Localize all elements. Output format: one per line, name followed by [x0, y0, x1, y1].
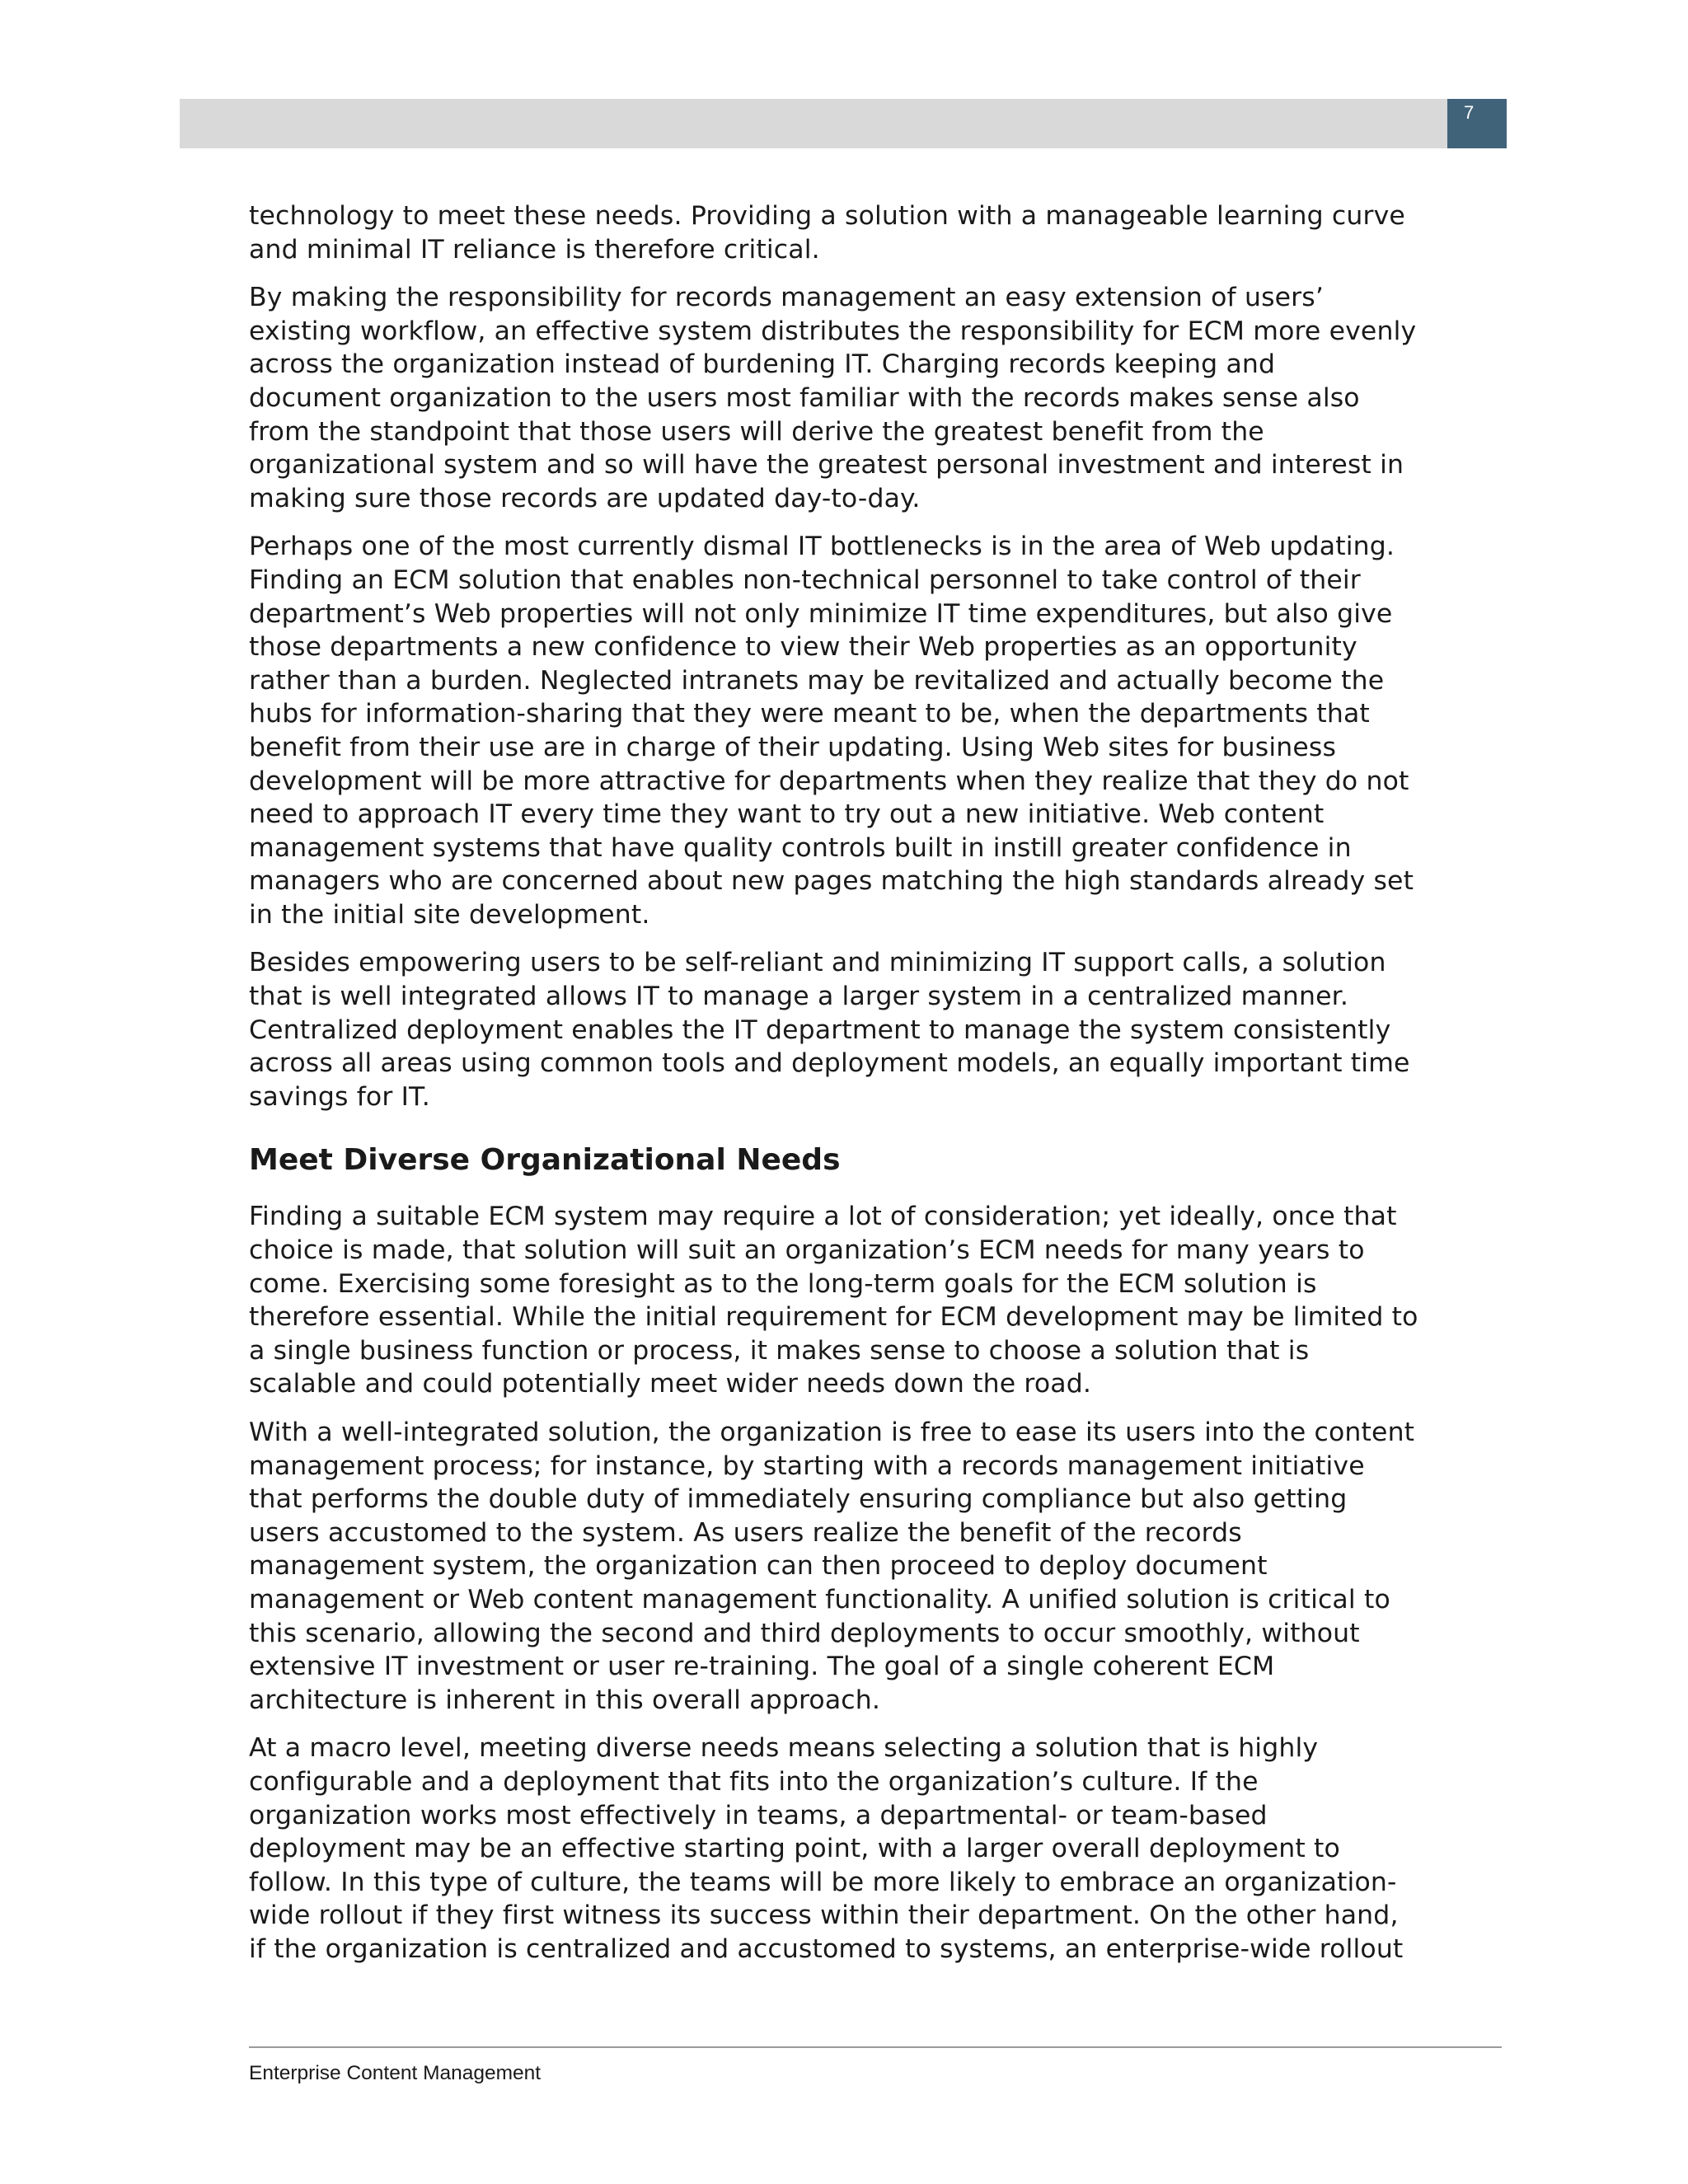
- paragraph: Besides empowering users to be self-reliant and minimizing IT support calls, a solution that is well integrated allows IT to manage a larger system in a centralized manner. Centralized deployment enables the IT department to manage the system consistently across all areas using common tools and deployment models, an equally important time savings for IT.: [249, 948, 1410, 1112]
- page-number: 7: [1447, 99, 1507, 148]
- footer-title: Enterprise Content Management: [249, 2062, 542, 2084]
- document-body: [249, 199, 1502, 1981]
- paragraph: technology to meet these needs. Providing a solution with a manageable learning curve and minimal IT reliance is therefore critical.: [249, 201, 1405, 265]
- paragraph: Finding a suitable ECM system may require a lot of consideration; yet ideally, once that choice is made, that solution will suit an organization’s ECM needs for many years to come. Exercising some foresight as to the long-term goals for the ECM solution is therefore essential. While the initial requirement for ECM development may be limited to a single business function or process, it makes sense to choose a solution that is scalable and could potentially meet wider needs down the road.: [249, 1202, 1418, 1399]
- footer-divider: [249, 2046, 1502, 2048]
- header-bar: [180, 99, 1447, 148]
- paragraph: Perhaps one of the most currently dismal IT bottlenecks is in the area of Web updating. Finding an ECM solution that enables non-technical personnel to take control of their department’s Web properties will not only minimize IT time expenditures, but also give those departments a new confidence to view their Web properties as an opportunity rather than a burden. Neglected intranets may be revitalized and actually become the hubs for information-sharing that they were meant to be, when the departments that benefit from their use are in charge of their updating. Using Web sites for business development will be more attractive for departments when they realize that they do not need to approach IT every time they want to try out a new initiative. Web content management systems that have quality controls built in instill greater confidence in managers who are concerned about new pages matching the high standards already set in the initial site development.: [249, 532, 1414, 930]
- paragraph: With a well-integrated solution, the organization is free to ease its users into the content management process; for instance, by starting with a records management initiative that performs the double duty of immediately ensuring compliance but also getting users accustomed to the system. As users realize the benefit of the records management system, the organization can then proceed to deploy document management or Web content management functionality. A unified solution is critical to this scenario, allowing the second and third deployments to occur smoothly, without extensive IT investment or user re-training. The goal of a single coherent ECM architecture is inherent in this overall approach.: [249, 1418, 1415, 1715]
- paragraph: By making the responsibility for records management an easy extension of users’ existing workflow, an effective system distributes the responsibility for ECM more evenly across the organization instead of burdening IT. Charging records keeping and document organization to the users most familiar with the records makes sense also from the standpoint that those users will derive the greatest benefit from the organizational system and so will have the greatest personal investment and interest in making sure those records are updated day-to-day.: [249, 283, 1417, 513]
- paragraph: At a macro level, meeting diverse needs means selecting a solution that is highly configurable and a deployment that fits into the organization’s culture. If the organization works most effectively in teams, a departmental- or team-based deployment may be an effective starting point, with a larger overall deployment to follow. In this type of culture, the teams will be more likely to embrace an organization- wide rollout if they first witness its success within their department. On the other hand, if the organization is centralized and accustomed to systems, an enterprise-wide rollout: [249, 1733, 1404, 1964]
- section-heading: Meet Diverse Organizational Needs: [249, 1143, 841, 1178]
